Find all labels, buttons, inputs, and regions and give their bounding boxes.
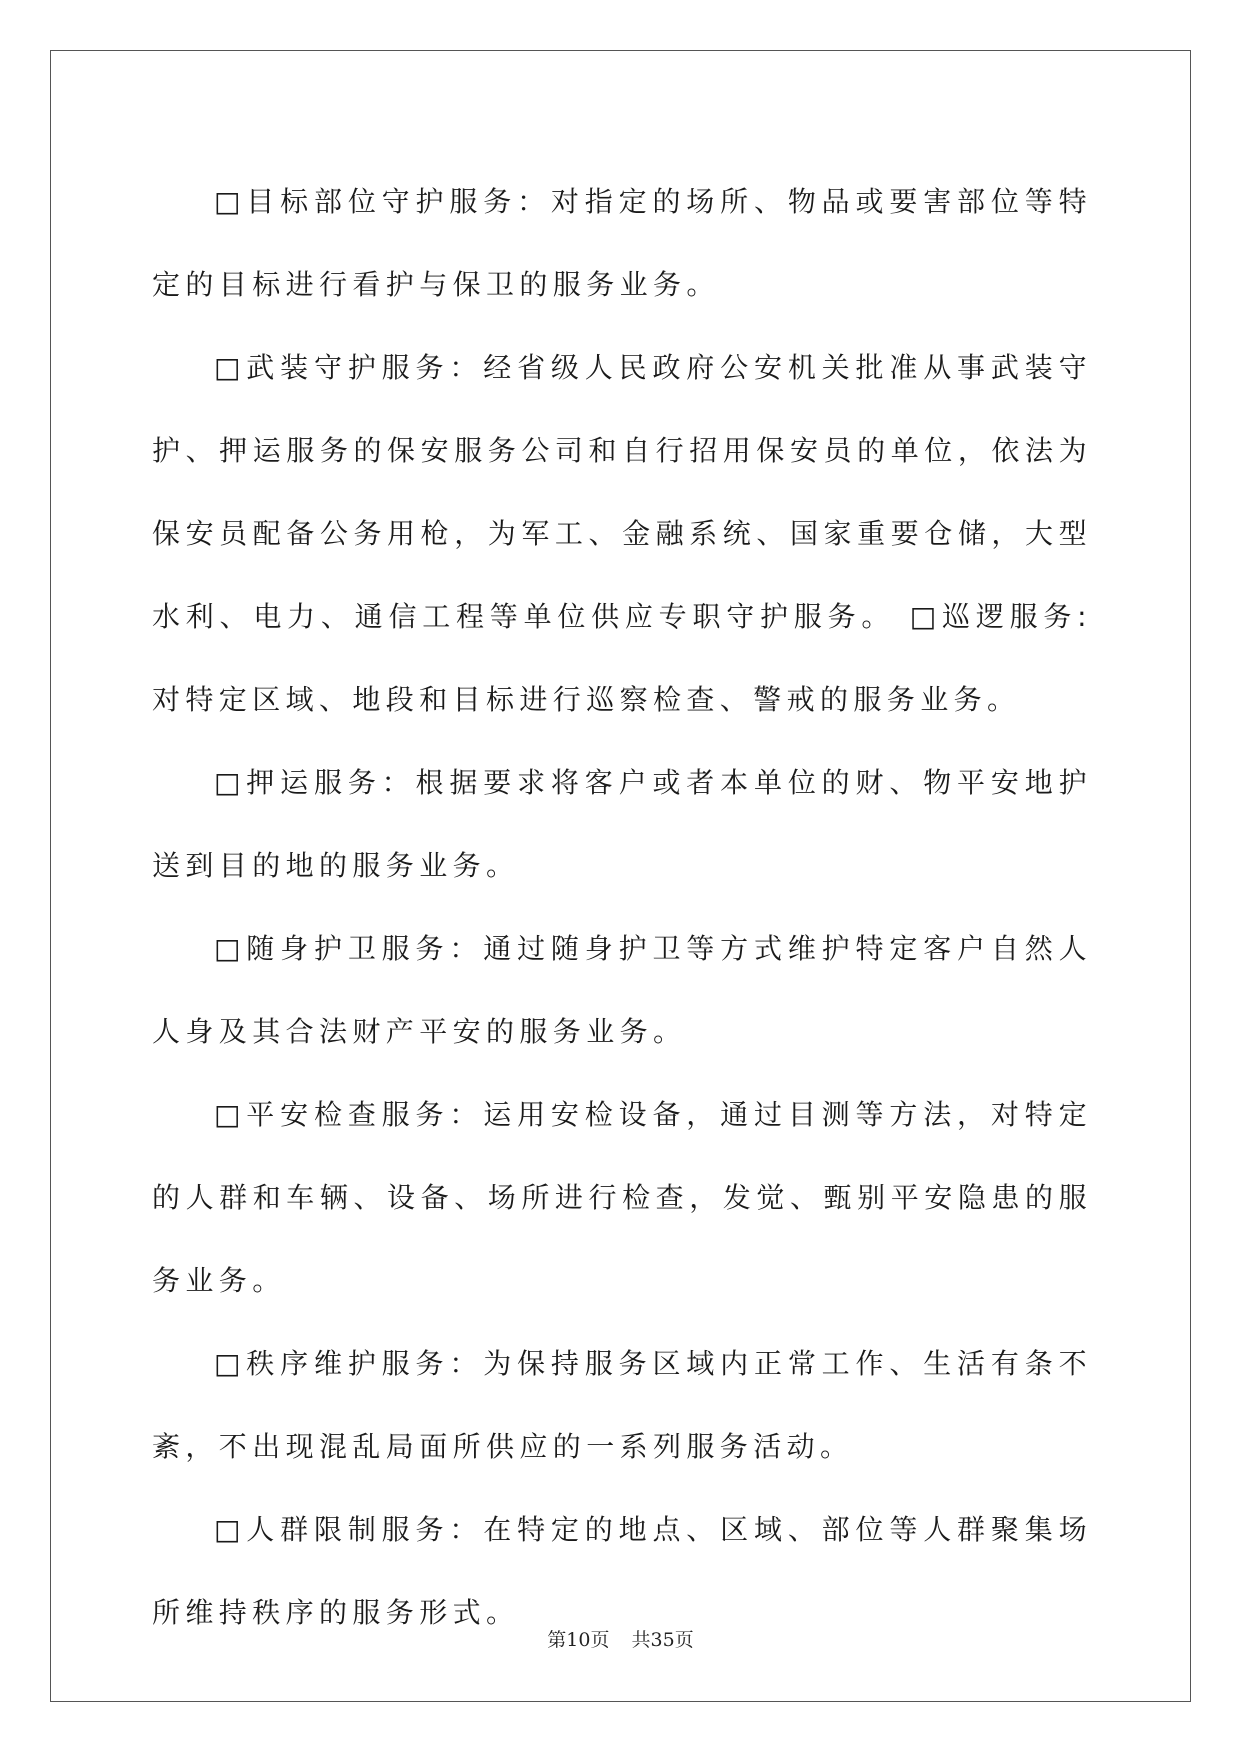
paragraph-order-maintenance: □秩序维护服务：为保持服务区域内正常工作、生活有条不紊，不出现混乱局面所供应的一系列服务活动。 — [152, 1347, 1092, 1463]
document-body — [152, 160, 1092, 1654]
paragraph-escort: □押运服务：根据要求将客户或者本单位的财、物平安地护送到目的地的服务业务。 — [152, 766, 1092, 882]
paragraph-bodyguard: □随身护卫服务：通过随身护卫等方式维护特定客户自然人人身及其合法财产平安的服务业务。 — [152, 932, 1092, 1048]
paragraph-crowd-control: □人群限制服务：在特定的地点、区域、部位等人群聚集场所维持秩序的服务形式。 — [152, 1513, 1092, 1629]
paragraph-security-check: □平安检查服务：运用安检设备，通过目测等方法，对特定的人群和车辆、设备、场所进行检查，发觉、甄别平安隐患的服务业务。 — [152, 1098, 1092, 1297]
page-footer — [0, 1625, 1241, 1652]
paragraph-target-guarding: □目标部位守护服务：对指定的场所、物品或要害部位等特定的目标进行看护与保卫的服务业务。 — [152, 185, 1092, 301]
paragraph-armed-guarding: □武装守护服务：经省级人民政府公安机关批准从事武装守护、押运服务的保安服务公司和自行招用保安员的单位，依法为保安员配备公务用枪，为军工、金融系统、国家重要仓储，大型水利、电力、通信工程等单位供应专职守护服务。 □巡逻服务:对特定区域、地段和目标进行巡察检查、警戒的服务业务。 — [152, 351, 1092, 716]
current-page-number: 第10页 — [547, 1629, 610, 1651]
total-page-count: 共35页 — [631, 1629, 694, 1651]
